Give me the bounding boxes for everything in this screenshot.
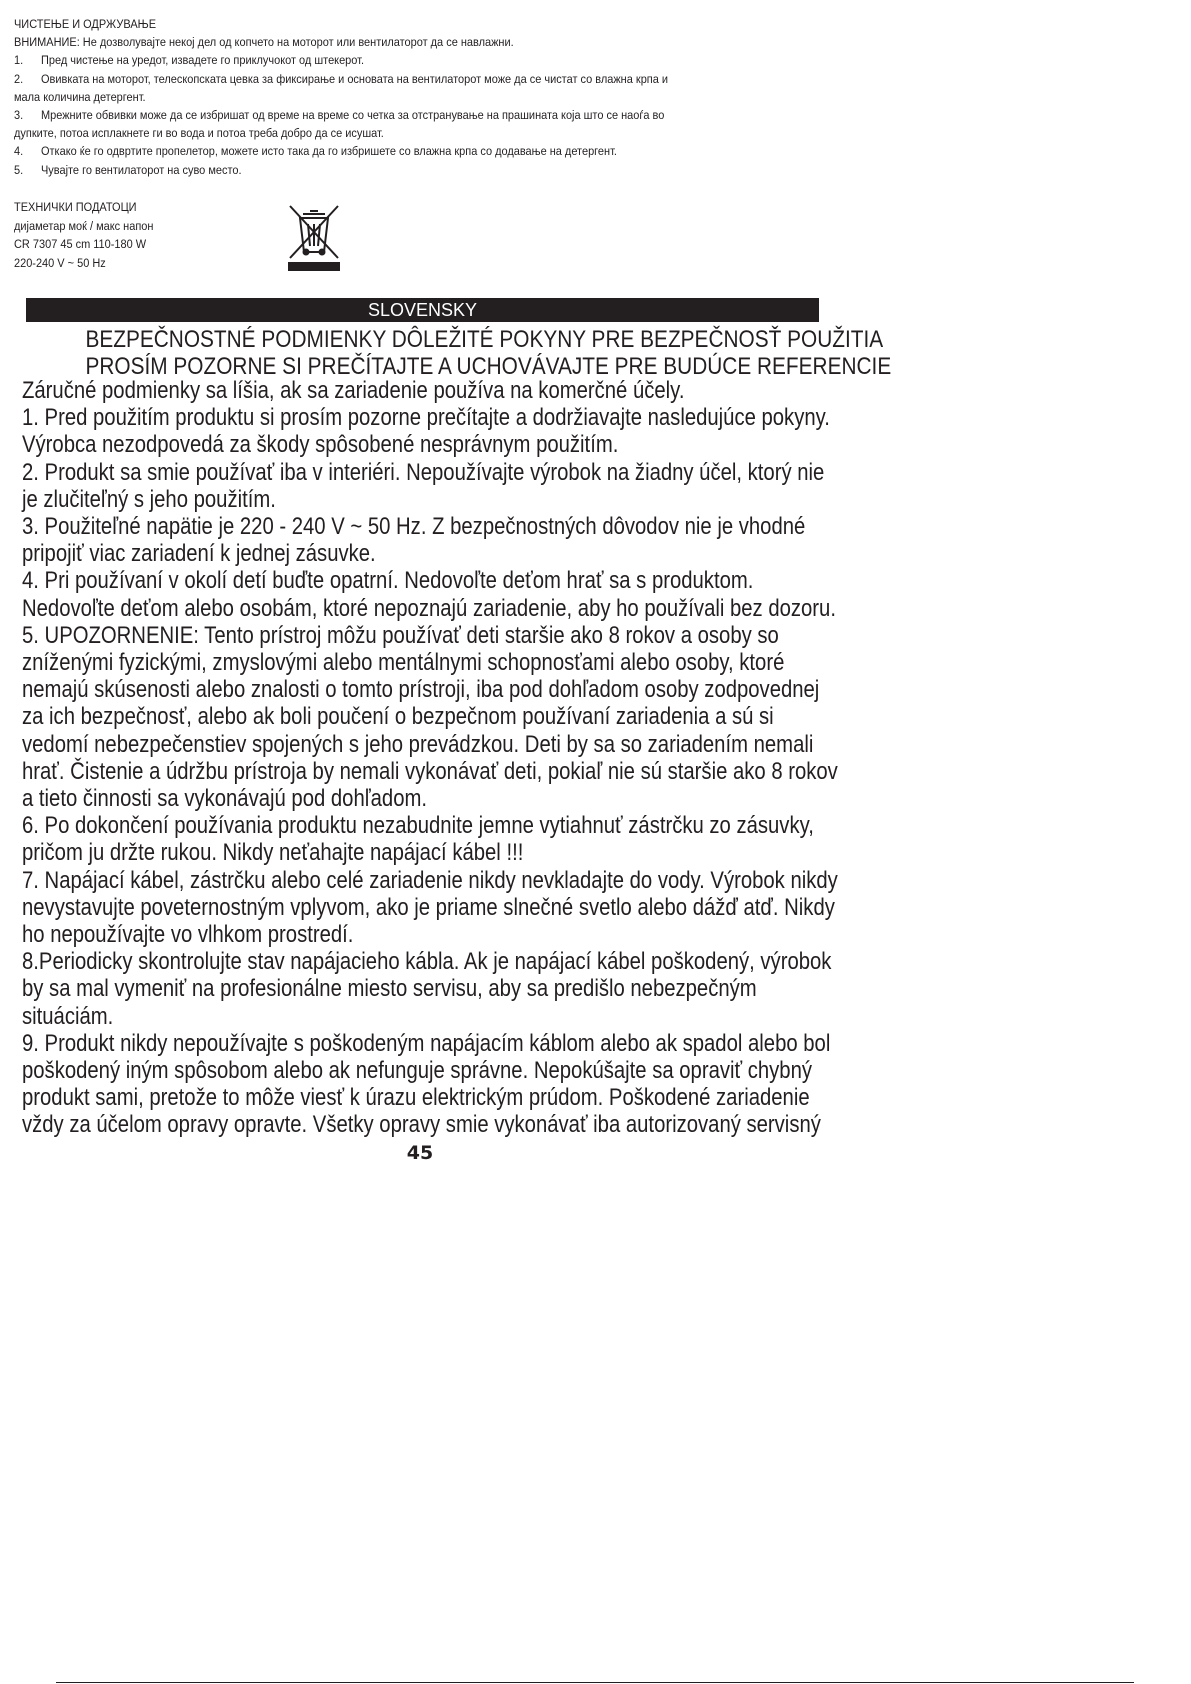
mk-step-text: Пред чистење на уредот, извадете го приклучокот од штекерот.: [41, 53, 365, 68]
safety-headline: [26, 326, 892, 380]
mk-step-continuation: дупките, потоа исплакнете ги во вода и потоа треба добро да се исушат.: [14, 126, 384, 141]
body-line: zníženými fyzickými, zmyslovými alebo mentálnymi schopnosťami alebo osoby, ktoré: [22, 649, 785, 677]
body-line: je zlučiteľný s jeho použitím.: [22, 485, 276, 513]
body-line: 7. Napájací kábel, zástrčku alebo celé zariadenie nikdy nevkladajte do vody. Výrobok nikdy: [22, 866, 838, 894]
tech-heading: ТЕХНИЧКИ ПОДАТОЦИ: [14, 200, 137, 214]
body-line: 2. Produkt sa smie používať iba v interiéri. Nepoužívajte výrobok na žiadny účel, ktorý nie: [22, 458, 825, 486]
mk-step: [14, 70, 743, 88]
language-header-bar: SLOVENSKY: [26, 298, 819, 322]
mk-step-text: Мрежните обвивки може да се избришат од време на време со четка за отстранување на прашината која што се наоѓа во: [41, 108, 665, 123]
mk-step-number: 4.: [14, 144, 24, 159]
mk-step-text: Чувајте го вентилаторот на суво место.: [41, 162, 242, 177]
body-line: 9. Produkt nikdy nepoužívajte s poškodeným napájacím káblom alebo ak spadol alebo bol: [22, 1029, 831, 1057]
body-line: produkt sami, pretože to môže viesť k úrazu elektrickým prúdom. Poškodené zariadenie: [22, 1084, 810, 1112]
body-line: Výrobca nezodpovedá za škody spôsobené nesprávnym použitím.: [22, 431, 619, 459]
mk-cleaning-section: [14, 15, 743, 179]
mk-step: [14, 142, 743, 160]
body-line: nevystavujte poveternostným vplyvom, ako je priame slnečné svetlo alebo dážď atď. Nikdy: [22, 893, 835, 921]
tech-row: CR 7307 45 cm 110-180 W: [14, 237, 147, 252]
body-line: pričom ju držte rukou. Nikdy neťahajte napájací kábel !!!: [22, 839, 524, 867]
body-line: situáciám.: [22, 1002, 114, 1030]
body-line: nemajú skúsenosti alebo znalosti o tomto prístroji, iba pod dohľadom osoby zodpovednej: [22, 676, 820, 704]
safety-headline-line: PROSÍM POZORNE SI PREČÍTAJTE A UCHOVÁVAJTE PRE BUDÚCE REFERENCIE: [85, 353, 892, 380]
tech-row: дијаметар моќ / макс напон: [14, 218, 154, 233]
body-line: hrať. Čistenie a údržbu prístroja by nemali vykonávať deti, pokiaľ nie sú staršie ako 8 rokov: [22, 757, 838, 785]
body-line: pripojiť viac zariadení k jednej zásuvke.: [22, 540, 376, 568]
footer-divider: [56, 1682, 1134, 1683]
mk-step-number: 1.: [14, 53, 24, 68]
page-number: 45: [406, 1142, 434, 1164]
mk-step: [14, 106, 743, 124]
body-line: 3. Použiteľné napätie je 220 - 240 V ~ 50 Hz. Z bezpečnostných dôvodov nie je vhodné: [22, 513, 806, 541]
body-line: poškodený iným spôsobom alebo ak nefunguje správne. Nepokúšajte sa opraviť chybný: [22, 1057, 812, 1085]
body-line: 4. Pri používaní v okolí detí buďte opatrní. Nedovoľte deťom hrať sa s produktom.: [22, 567, 754, 595]
body-line: 1. Pred použitím produktu si prosím pozorne prečítajte a dodržiavajte nasledujúce pokyny.: [22, 404, 830, 432]
body-line: 6. Po dokončení používania produktu nezabudnite jemne vytiahnuť zástrčku zo zásuvky,: [22, 812, 814, 840]
body-line: by sa mal vymeniť na profesionálne miesto servisu, aby sa predišlo nebezpečným: [22, 975, 757, 1003]
body-line: a tieto činnosti sa vykonávajú pod dohľadom.: [22, 785, 428, 813]
body-line: za ich bezpečnosť, alebo ak boli poučení o bezpečnom používaní zariadenia a sú si: [22, 703, 774, 731]
sk-safety-instructions: [22, 377, 838, 1139]
mk-step-number: 5.: [14, 162, 24, 177]
mk-step: [14, 161, 743, 179]
body-line: Záručné podmienky sa líšia, ak sa zariadenie používa na komerčné účely.: [22, 377, 685, 404]
body-line: vedomí nebezpečenstiev spojených s jeho prevádzkou. Deti by sa so zariadením nemali: [22, 730, 814, 758]
mk-step-text: Откако ќе го одвртите пропелетор, можете исто така да го избришете со влажна крпа со додавање на детергент.: [41, 144, 617, 159]
tech-row: 220-240 V ~ 50 Hz: [14, 255, 106, 270]
mk-step-continuation: мала количина детергент.: [14, 89, 146, 104]
safety-headline-line: BEZPEČNOSTNÉ PODMIENKY DÔLEŽITÉ POKYNY PRE BEZPEČNOSŤ POUŽITIA: [85, 326, 884, 353]
mk-step: [14, 51, 743, 69]
body-line: Nedovoľte deťom alebo osobám, ktoré nepoznajú zariadenie, aby ho používali bez dozoru.: [22, 594, 836, 622]
mk-technical-data: [14, 198, 153, 272]
body-line: ho nepoužívajte vo vlhkom prostredí.: [22, 921, 354, 949]
mk-cleaning-heading: ЧИСТЕЊЕ И ОДРЖУВАЊЕ: [14, 17, 157, 31]
mk-step-number: 2.: [14, 71, 24, 86]
body-line: vždy za účelom opravy opravte. Všetky opravy smie vykonávať iba autorizovaný servisný: [22, 1111, 821, 1139]
body-line: 8.Periodicky skontrolujte stav napájacieho kábla. Ak je napájací kábel poškodený, výrobok: [22, 948, 832, 976]
weee-crossed-bin-icon: [286, 202, 342, 272]
body-line: 5. UPOZORNENIE: Tento prístroj môžu používať deti staršie ako 8 rokov a osoby so: [22, 621, 779, 649]
mk-step-number: 3.: [14, 108, 24, 123]
mk-step-text: Овивката на моторот, телескопската цевка за фиксирање и основата на вентилаторот може да се чистат со влажна крпа и: [41, 71, 669, 86]
mk-warning: ВНИМАНИЕ: Не дозволувајте некој дел од копчето на моторот или вентилаторот да се навлажни.: [14, 35, 514, 50]
